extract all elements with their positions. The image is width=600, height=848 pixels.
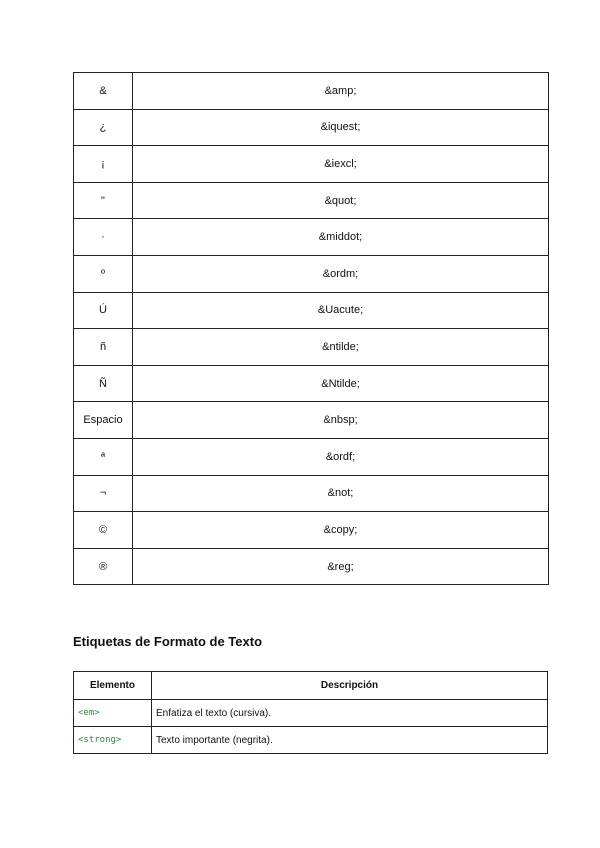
entity-cell: &middot;	[133, 219, 549, 256]
character-cell: ¿	[74, 109, 133, 146]
entity-cell: &reg;	[133, 548, 549, 585]
character-cell: ñ	[74, 329, 133, 366]
element-column-header: Elemento	[74, 672, 152, 700]
entity-cell: &ntilde;	[133, 329, 549, 366]
table-row	[74, 727, 548, 754]
entity-cell: &Uacute;	[133, 292, 549, 329]
table-row	[74, 475, 549, 512]
character-cell: Ú	[74, 292, 133, 329]
description-cell: Enfatiza el texto (cursiva).	[152, 700, 548, 727]
html-entities-table	[73, 72, 549, 585]
entity-cell: &amp;	[133, 73, 549, 110]
description-cell: Texto importante (negrita).	[152, 727, 548, 754]
character-cell: ©	[74, 512, 133, 549]
table-row	[74, 365, 549, 402]
character-cell: º	[74, 255, 133, 292]
table-row	[74, 73, 549, 110]
character-cell: ¬	[74, 475, 133, 512]
character-cell: &	[74, 73, 133, 110]
entity-cell: &quot;	[133, 182, 549, 219]
section-heading: Etiquetas de Formato de Texto	[73, 634, 263, 649]
table-row	[74, 146, 549, 183]
table-row	[74, 438, 549, 475]
table-row	[74, 548, 549, 585]
table-row	[74, 109, 549, 146]
character-cell: ª	[74, 438, 133, 475]
character-cell: Ñ	[74, 365, 133, 402]
table-row	[74, 700, 548, 727]
entity-cell: &not;	[133, 475, 549, 512]
entity-cell: &ordf;	[133, 438, 549, 475]
entity-cell: &iquest;	[133, 109, 549, 146]
table-row	[74, 512, 549, 549]
character-cell: "	[74, 182, 133, 219]
table-row	[74, 182, 549, 219]
description-column-header: Descripción	[152, 672, 548, 700]
table-row	[74, 292, 549, 329]
text-format-tags-table	[73, 671, 548, 754]
entity-cell: &nbsp;	[133, 402, 549, 439]
character-cell: ®	[74, 548, 133, 585]
table-row	[74, 402, 549, 439]
table-row	[74, 219, 549, 256]
table-header-row	[74, 672, 548, 700]
character-cell: Espacio	[74, 402, 133, 439]
entity-cell: &Ntilde;	[133, 365, 549, 402]
entity-cell: &copy;	[133, 512, 549, 549]
entity-cell: &ordm;	[133, 255, 549, 292]
character-cell: ·	[74, 219, 133, 256]
tag-code-cell: <strong>	[74, 727, 152, 754]
character-cell: ¡	[74, 146, 133, 183]
table-row	[74, 255, 549, 292]
tag-code-cell: <em>	[74, 700, 152, 727]
table-row	[74, 329, 549, 366]
entity-cell: &iexcl;	[133, 146, 549, 183]
